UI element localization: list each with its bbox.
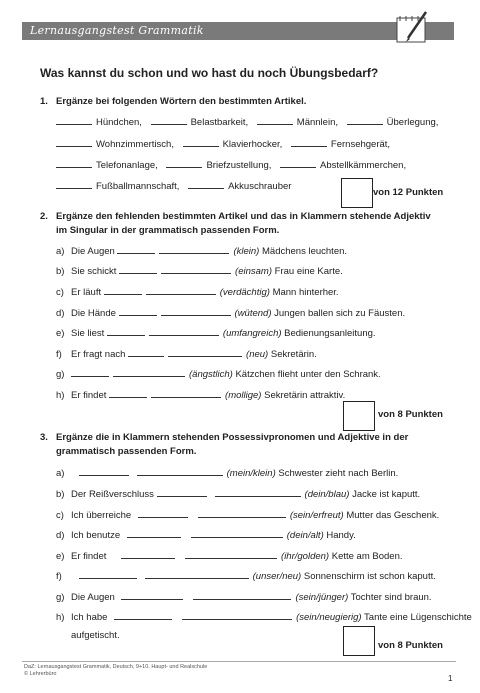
- footer: [24, 664, 207, 678]
- page-title: Was kannst du schon und wo hast du noch Übungsbedarf?: [40, 66, 379, 80]
- footer-line-2: © Lehrerbüro: [24, 671, 57, 677]
- blank-field[interactable]: [198, 507, 286, 518]
- blank-field[interactable]: [146, 284, 216, 295]
- word: Fußballmannschaft,: [96, 181, 180, 192]
- item-text: Die Augen: [71, 246, 115, 257]
- blank-field[interactable]: [56, 157, 92, 168]
- word: Überlegung,: [386, 117, 439, 128]
- item-text: Handy.: [326, 530, 356, 541]
- item-adjective: (sein/erfreut): [289, 510, 344, 521]
- page-number: 1: [448, 674, 453, 683]
- item-text: Mutter das Geschenk.: [346, 510, 440, 521]
- item-label: b): [56, 489, 65, 500]
- blank-field[interactable]: [56, 178, 92, 189]
- blank-field[interactable]: [193, 589, 291, 600]
- item-label: f): [56, 571, 62, 582]
- blank-field[interactable]: [280, 157, 316, 168]
- s2-item-f: [56, 346, 317, 360]
- blank-field[interactable]: [157, 486, 207, 497]
- item-text: Mann hinterher.: [272, 287, 339, 298]
- section-3-instruction-l2: grammatisch passenden Form.: [56, 446, 197, 457]
- blank-field[interactable]: [79, 465, 129, 476]
- blank-field[interactable]: [182, 609, 292, 620]
- blank-field[interactable]: [257, 114, 293, 125]
- item-text: Er findet: [71, 390, 107, 401]
- item-text: Der Reißverschluss: [71, 489, 154, 500]
- item-text: Er läuft: [71, 287, 102, 298]
- blank-field[interactable]: [56, 114, 92, 125]
- blank-field[interactable]: [183, 136, 219, 147]
- blank-field[interactable]: [215, 486, 301, 497]
- blank-field[interactable]: [121, 548, 175, 559]
- blank-field[interactable]: [56, 136, 92, 147]
- item-adjective: (klein): [233, 246, 260, 257]
- item-text: Schwester zieht nach Berlin.: [278, 468, 399, 479]
- score-label-1: von 12 Punkten: [373, 187, 444, 198]
- s3-item-g: [56, 589, 432, 603]
- notepad-pencil-icon: [394, 10, 430, 44]
- item-label: g): [56, 369, 65, 380]
- s3-item-e: [56, 548, 403, 562]
- section-1-instruction: Ergänze bei folgenden Wörtern den bestimmten Artikel.: [56, 96, 307, 107]
- item-text: Ich überreiche: [71, 510, 132, 521]
- item-text: Die Augen: [71, 592, 115, 603]
- header-title: Lernausgangstest Grammatik: [30, 24, 204, 37]
- s3-item-f: [56, 568, 436, 582]
- item-text: Bedienungsanleitung.: [284, 328, 376, 339]
- item-text: Kätzchen flieht unter den Schrank.: [235, 369, 381, 380]
- score-label-2: von 8 Punkten: [378, 409, 443, 420]
- item-label: h): [56, 612, 65, 623]
- item-adjective: (unser/neu): [252, 571, 302, 582]
- item-label: h): [56, 390, 65, 401]
- item-text: Er findet: [71, 551, 107, 562]
- item-text: Tante eine Lügenschichte: [364, 612, 472, 623]
- item-text: Sekretärin.: [270, 349, 317, 360]
- blank-field[interactable]: [71, 366, 109, 377]
- blank-field[interactable]: [137, 465, 223, 476]
- section-3-instruction-l1: Ergänze die in Klammern stehenden Possessivpronomen und Adjektive in der: [56, 432, 409, 443]
- section-2-title: [40, 210, 455, 238]
- item-text: Die Hände: [71, 308, 116, 319]
- section-2-number: 2.: [40, 211, 48, 222]
- item-label: e): [56, 328, 65, 339]
- blank-field[interactable]: [109, 387, 147, 398]
- item-label: a): [56, 246, 65, 257]
- s3-item-c: [56, 507, 439, 521]
- section-2-instruction-l2: im Singular in der grammatisch passenden Form.: [56, 225, 280, 236]
- blank-field[interactable]: [107, 325, 145, 336]
- item-adjective: (wütend): [234, 308, 272, 319]
- blank-field[interactable]: [114, 609, 172, 620]
- blank-field[interactable]: [128, 346, 164, 357]
- s1-row-1: [56, 114, 438, 128]
- blank-field[interactable]: [159, 243, 229, 254]
- word: Fernsehgerät,: [330, 139, 391, 150]
- item-label: c): [56, 510, 64, 521]
- item-text: Ich benutze: [71, 530, 121, 541]
- item-text: Jungen ballen sich zu Fäusten.: [274, 308, 406, 319]
- blank-field[interactable]: [145, 568, 249, 579]
- blank-field[interactable]: [127, 527, 181, 538]
- blank-field[interactable]: [191, 527, 283, 538]
- blank-field[interactable]: [151, 387, 221, 398]
- blank-field[interactable]: [119, 305, 157, 316]
- s3-item-d: [56, 527, 356, 541]
- item-label: b): [56, 266, 65, 277]
- word: Wohnzimmertisch,: [96, 139, 174, 150]
- s3-item-h-continuation: aufgetischt.: [71, 630, 120, 641]
- blank-field[interactable]: [347, 114, 383, 125]
- section-2-instruction-l1: Ergänze den fehlenden bestimmten Artikel und das in Klammern stehende Adjektiv: [56, 211, 431, 222]
- item-adjective: (sein/jünger): [295, 592, 349, 603]
- s3-item-h: [56, 609, 472, 623]
- score-box-1[interactable]: [341, 178, 373, 208]
- word: Briefzustellung,: [206, 160, 272, 171]
- s2-item-g: [56, 366, 381, 380]
- item-text: Ich habe: [71, 612, 108, 623]
- blank-field[interactable]: [161, 305, 231, 316]
- word: Männlein,: [296, 117, 338, 128]
- word: Hündchen,: [96, 117, 142, 128]
- section-1-title: [40, 95, 455, 109]
- item-adjective: (verdächtig): [219, 287, 270, 298]
- s2-item-d: [56, 305, 405, 319]
- score-box-2[interactable]: [343, 401, 375, 431]
- word: Akkuschrauber: [228, 181, 292, 192]
- section-1-number: 1.: [40, 96, 48, 107]
- blank-field[interactable]: [161, 263, 231, 274]
- item-label: g): [56, 592, 65, 603]
- s2-item-b: [56, 263, 343, 277]
- item-text: Mädchens leuchten.: [262, 246, 348, 257]
- item-text: Sie schickt: [71, 266, 117, 277]
- item-adjective: (ängstlich): [189, 369, 233, 380]
- word: Klavierhocker,: [222, 139, 283, 150]
- item-label: d): [56, 530, 65, 541]
- header-bar: [22, 22, 454, 40]
- item-label: a): [56, 468, 65, 479]
- item-text: Er fragt nach: [71, 349, 126, 360]
- item-adjective: (sein/neugierig): [296, 612, 362, 623]
- word: Abstellkämmerchen,: [320, 160, 407, 171]
- s1-row-3: [56, 157, 406, 171]
- item-text: Jacke ist kaputt.: [352, 489, 421, 500]
- footer-divider: [22, 661, 456, 662]
- item-label: c): [56, 287, 64, 298]
- item-adjective: (dein/blau): [304, 489, 350, 500]
- score-label-3: von 8 Punkten: [378, 640, 443, 651]
- item-adjective: (dein/alt): [286, 530, 324, 541]
- s1-row-2: [56, 136, 390, 150]
- item-text: Frau eine Karte.: [274, 266, 343, 277]
- item-label: d): [56, 308, 65, 319]
- item-text: Sekretärin attraktiv.: [264, 390, 346, 401]
- item-adjective: (mein/klein): [226, 468, 276, 479]
- item-adjective: (mollige): [225, 390, 262, 401]
- score-box-3[interactable]: [343, 626, 375, 656]
- item-adjective: (neu): [246, 349, 269, 360]
- item-label: e): [56, 551, 65, 562]
- item-text: Sie liest: [71, 328, 105, 339]
- blank-field[interactable]: [185, 548, 277, 559]
- blank-field[interactable]: [291, 136, 327, 147]
- blank-field[interactable]: [149, 325, 219, 336]
- blank-field[interactable]: [188, 178, 224, 189]
- blank-field[interactable]: [138, 507, 188, 518]
- s2-item-h: [56, 387, 345, 401]
- blank-field[interactable]: [121, 589, 183, 600]
- word: Telefonanlage,: [96, 160, 158, 171]
- footer-line-1: DaZ: Lernausgangstest Grammatik, Deutsch, 9+10. Haupt- und Realschule: [24, 664, 208, 670]
- s2-item-a: [56, 243, 347, 257]
- item-adjective: (einsam): [235, 266, 272, 277]
- item-adjective: (ihr/golden): [281, 551, 330, 562]
- blank-field[interactable]: [113, 366, 185, 377]
- blank-field[interactable]: [166, 157, 202, 168]
- section-3-title: [40, 431, 455, 459]
- blank-field[interactable]: [117, 243, 155, 254]
- blank-field[interactable]: [168, 346, 242, 357]
- item-text: Sonnenschirm ist schon kaputt.: [303, 571, 436, 582]
- blank-field[interactable]: [104, 284, 142, 295]
- blank-field[interactable]: [119, 263, 157, 274]
- word: Belastbarkeit,: [190, 117, 249, 128]
- s3-item-b: [56, 486, 420, 500]
- s3-item-a: [56, 465, 398, 479]
- s2-item-c: [56, 284, 339, 298]
- s1-row-4: [56, 178, 291, 192]
- item-label: f): [56, 349, 62, 360]
- s2-item-e: [56, 325, 376, 339]
- item-text: Kette am Boden.: [331, 551, 403, 562]
- item-text: Tochter sind braun.: [350, 592, 432, 603]
- section-3-number: 3.: [40, 432, 48, 443]
- blank-field[interactable]: [151, 114, 187, 125]
- item-adjective: (umfangreich): [222, 328, 282, 339]
- blank-field[interactable]: [79, 568, 137, 579]
